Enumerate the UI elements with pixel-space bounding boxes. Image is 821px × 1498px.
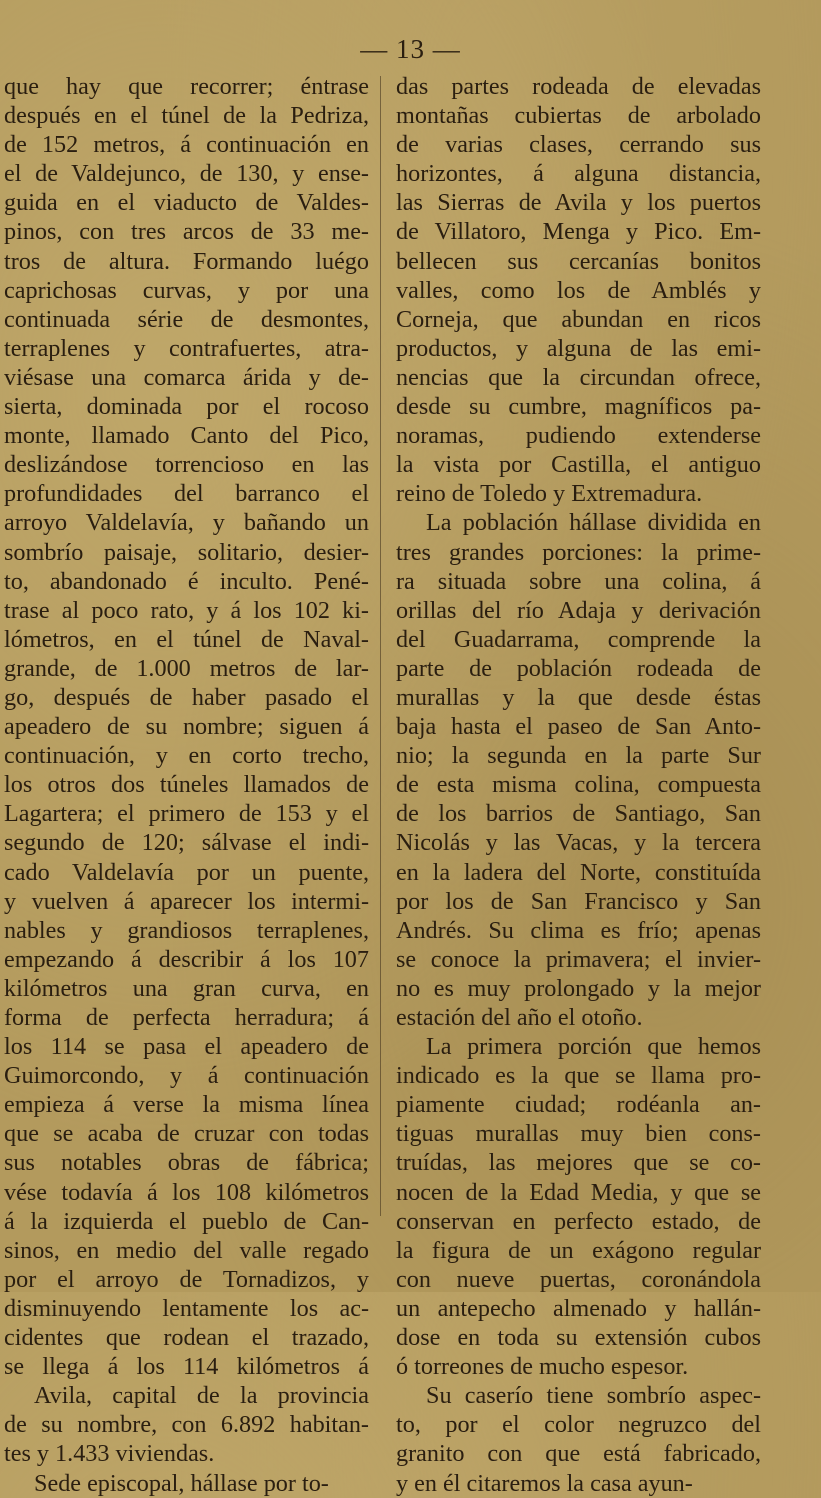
text-line: por el arroyo de Tornadizos, y bbox=[4, 1265, 369, 1293]
text-line: tres grandes porciones: la prime- bbox=[396, 538, 761, 566]
text-line: estación del año el otoño. bbox=[396, 1004, 643, 1031]
text-line: Avila, capital de la provincia bbox=[34, 1382, 369, 1410]
text-line: profundidades del barranco el bbox=[4, 480, 369, 508]
text-line: segundo de 120; sálvase el indi- bbox=[4, 829, 369, 857]
text-line: conservan en perfecto estado, de bbox=[396, 1207, 761, 1235]
text-line: cado Valdelavía por un puente, bbox=[4, 858, 369, 886]
text-line: en la ladera del Norte, constituída bbox=[396, 858, 761, 886]
text-line: cidentes que rodean el trazado, bbox=[4, 1324, 369, 1352]
text-line: nio; la segunda en la parte Sur bbox=[396, 742, 761, 770]
text-line: Su caserío tiene sombrío aspec- bbox=[426, 1382, 761, 1410]
left-column bbox=[4, 72, 369, 1498]
text-line: sombrío paisaje, solitario, desier- bbox=[4, 538, 369, 566]
text-line: indicado es la que se llama pro- bbox=[396, 1062, 761, 1090]
text-line: de varias clases, cerrando sus bbox=[396, 131, 761, 159]
text-line: forma de perfecta herradura; á bbox=[4, 1004, 369, 1031]
text-line: empieza á verse la misma línea bbox=[4, 1091, 369, 1119]
text-line: das partes rodeada de elevadas bbox=[396, 73, 761, 100]
text-line: de 152 metros, á continuación en bbox=[4, 131, 369, 159]
text-line: to, por el color negruzco del bbox=[396, 1411, 761, 1439]
text-line: Lagartera; el primero de 153 y el bbox=[4, 800, 369, 828]
text-line: con nueve puertas, coronándola bbox=[396, 1265, 761, 1293]
text-line: un antepecho almenado y hallán- bbox=[396, 1294, 761, 1322]
text-line: piamente ciudad; rodéanla an- bbox=[396, 1091, 761, 1119]
text-line: apeadero de su nombre; siguen á bbox=[4, 713, 369, 741]
text-line: pinos, con tres arcos de 33 me- bbox=[4, 218, 369, 246]
text-line: del Guadarrama, comprende la bbox=[396, 625, 761, 653]
text-line: La población hállase dividida en bbox=[426, 509, 761, 537]
text-line: kilómetros una gran curva, en bbox=[4, 974, 369, 1002]
right-column bbox=[396, 72, 761, 1498]
text-line: desde su cumbre, magníficos pa- bbox=[396, 393, 761, 421]
text-line: ra situada sobre una colina, á bbox=[396, 567, 761, 595]
text-line: por los de San Francisco y San bbox=[396, 887, 761, 915]
text-line: Nicolás y las Vacas, y la tercera bbox=[396, 829, 761, 857]
text-line: productos, y alguna de las emi- bbox=[396, 334, 761, 362]
text-line: granito con que está fabricado, bbox=[396, 1440, 761, 1468]
text-line: que hay que recorrer; éntrase bbox=[4, 73, 369, 100]
text-line: grande, de 1.000 metros de lar- bbox=[4, 654, 369, 682]
text-line: Corneja, que abundan en ricos bbox=[396, 305, 761, 333]
text-line: ó torreones de mucho espesor. bbox=[396, 1353, 689, 1381]
text-line: continuación, y en corto trecho, bbox=[4, 742, 369, 770]
text-line: truídas, las mejores que se co- bbox=[396, 1149, 761, 1177]
text-line: que se acaba de cruzar con todas bbox=[4, 1120, 369, 1148]
text-line: á la izquierda el pueblo de Can- bbox=[4, 1207, 369, 1235]
text-line: to, abandonado é inculto. Pené- bbox=[4, 567, 369, 595]
text-line: tros de altura. Formando luégo bbox=[4, 247, 369, 275]
text-line: terraplenes y contrafuertes, atra- bbox=[4, 334, 369, 362]
text-line: orillas del río Adaja y derivación bbox=[396, 596, 761, 624]
text-line: vése todavía á los 108 kilómetros bbox=[4, 1178, 369, 1206]
text-line: valles, como los de Amblés y bbox=[396, 276, 761, 304]
text-line: se llega á los 114 kilómetros á bbox=[4, 1353, 369, 1381]
text-line: deslizándose torrencioso en las bbox=[4, 451, 369, 479]
text-line: sus notables obras de fábrica; bbox=[4, 1149, 369, 1177]
text-line: la vista por Castilla, el antiguo bbox=[396, 451, 761, 479]
text-line: continuada série de desmontes, bbox=[4, 305, 369, 333]
text-line: go, después de haber pasado el bbox=[4, 683, 369, 711]
text-line: de esta misma colina, compuesta bbox=[396, 771, 761, 799]
text-line: empezando á describir á los 107 bbox=[4, 945, 369, 973]
text-line: baja hasta el paseo de San Anto- bbox=[396, 713, 761, 741]
text-line: murallas y la que desde éstas bbox=[396, 683, 761, 711]
text-line: los otros dos túneles llamados de bbox=[4, 771, 369, 799]
text-line: el de Valdejunco, de 130, y ense- bbox=[4, 160, 369, 188]
text-line: los 114 se pasa el apeadero de bbox=[4, 1033, 369, 1061]
text-line: de los barrios de Santiago, San bbox=[396, 800, 761, 828]
text-line: de Villatoro, Menga y Pico. Em- bbox=[396, 218, 761, 246]
text-line: montañas cubiertas de arbolado bbox=[396, 102, 761, 130]
text-line: monte, llamado Canto del Pico, bbox=[4, 422, 369, 450]
text-line: no es muy prolongado y la mejor bbox=[396, 974, 761, 1002]
text-line: trase al poco rato, y á los 102 ki- bbox=[4, 596, 369, 624]
text-line: La primera porción que hemos bbox=[426, 1033, 761, 1061]
text-line: disminuyendo lentamente los ac- bbox=[4, 1294, 369, 1322]
text-line: lómetros, en el túnel de Naval- bbox=[4, 625, 369, 653]
text-line: dose en toda su extensión cubos bbox=[396, 1324, 761, 1352]
text-line: y en él citaremos la casa ayun- bbox=[396, 1469, 693, 1497]
text-line: reino de Toledo y Extremadura. bbox=[396, 480, 703, 508]
text-line: Guimorcondo, y á continuación bbox=[4, 1062, 369, 1090]
text-line: viésase una comarca árida y de- bbox=[4, 363, 369, 391]
text-line: Sede episcopal, hállase por to- bbox=[34, 1469, 329, 1497]
text-line: tiguas murallas muy bien cons- bbox=[396, 1120, 761, 1148]
text-line: y vuelven á aparecer los intermi- bbox=[4, 887, 369, 915]
text-line: tes y 1.433 viviendas. bbox=[4, 1440, 215, 1468]
text-line: nocen de la Edad Media, y que se bbox=[396, 1178, 761, 1206]
text-line: Andrés. Su clima es frío; apenas bbox=[396, 916, 761, 944]
text-line: sierta, dominada por el rocoso bbox=[4, 393, 369, 421]
text-line: horizontes, á alguna distancia, bbox=[396, 160, 761, 188]
text-line: noramas, pudiendo extenderse bbox=[396, 422, 761, 450]
text-line: bellecen sus cercanías bonitos bbox=[396, 247, 761, 275]
page-number: — 13 — bbox=[360, 34, 461, 64]
text-line: nencias que la circundan ofrece, bbox=[396, 363, 761, 391]
text-line: nables y grandiosos terraplenes, bbox=[4, 916, 369, 944]
column-rule bbox=[380, 76, 381, 1216]
text-line: se conoce la primavera; el invier- bbox=[396, 945, 761, 973]
text-line: después en el túnel de la Pedriza, bbox=[4, 102, 369, 130]
text-line: caprichosas curvas, y por una bbox=[4, 276, 369, 304]
text-line: las Sierras de Avila y los puertos bbox=[396, 189, 761, 217]
text-line: parte de población rodeada de bbox=[396, 654, 761, 682]
text-line: la figura de un exágono regular bbox=[396, 1236, 761, 1264]
text-line: sinos, en medio del valle regado bbox=[4, 1236, 369, 1264]
text-line: de su nombre, con 6.892 habitan- bbox=[4, 1411, 369, 1439]
text-line: guida en el viaducto de Valdes- bbox=[4, 189, 369, 217]
text-line: arroyo Valdelavía, y bañando un bbox=[4, 509, 369, 537]
